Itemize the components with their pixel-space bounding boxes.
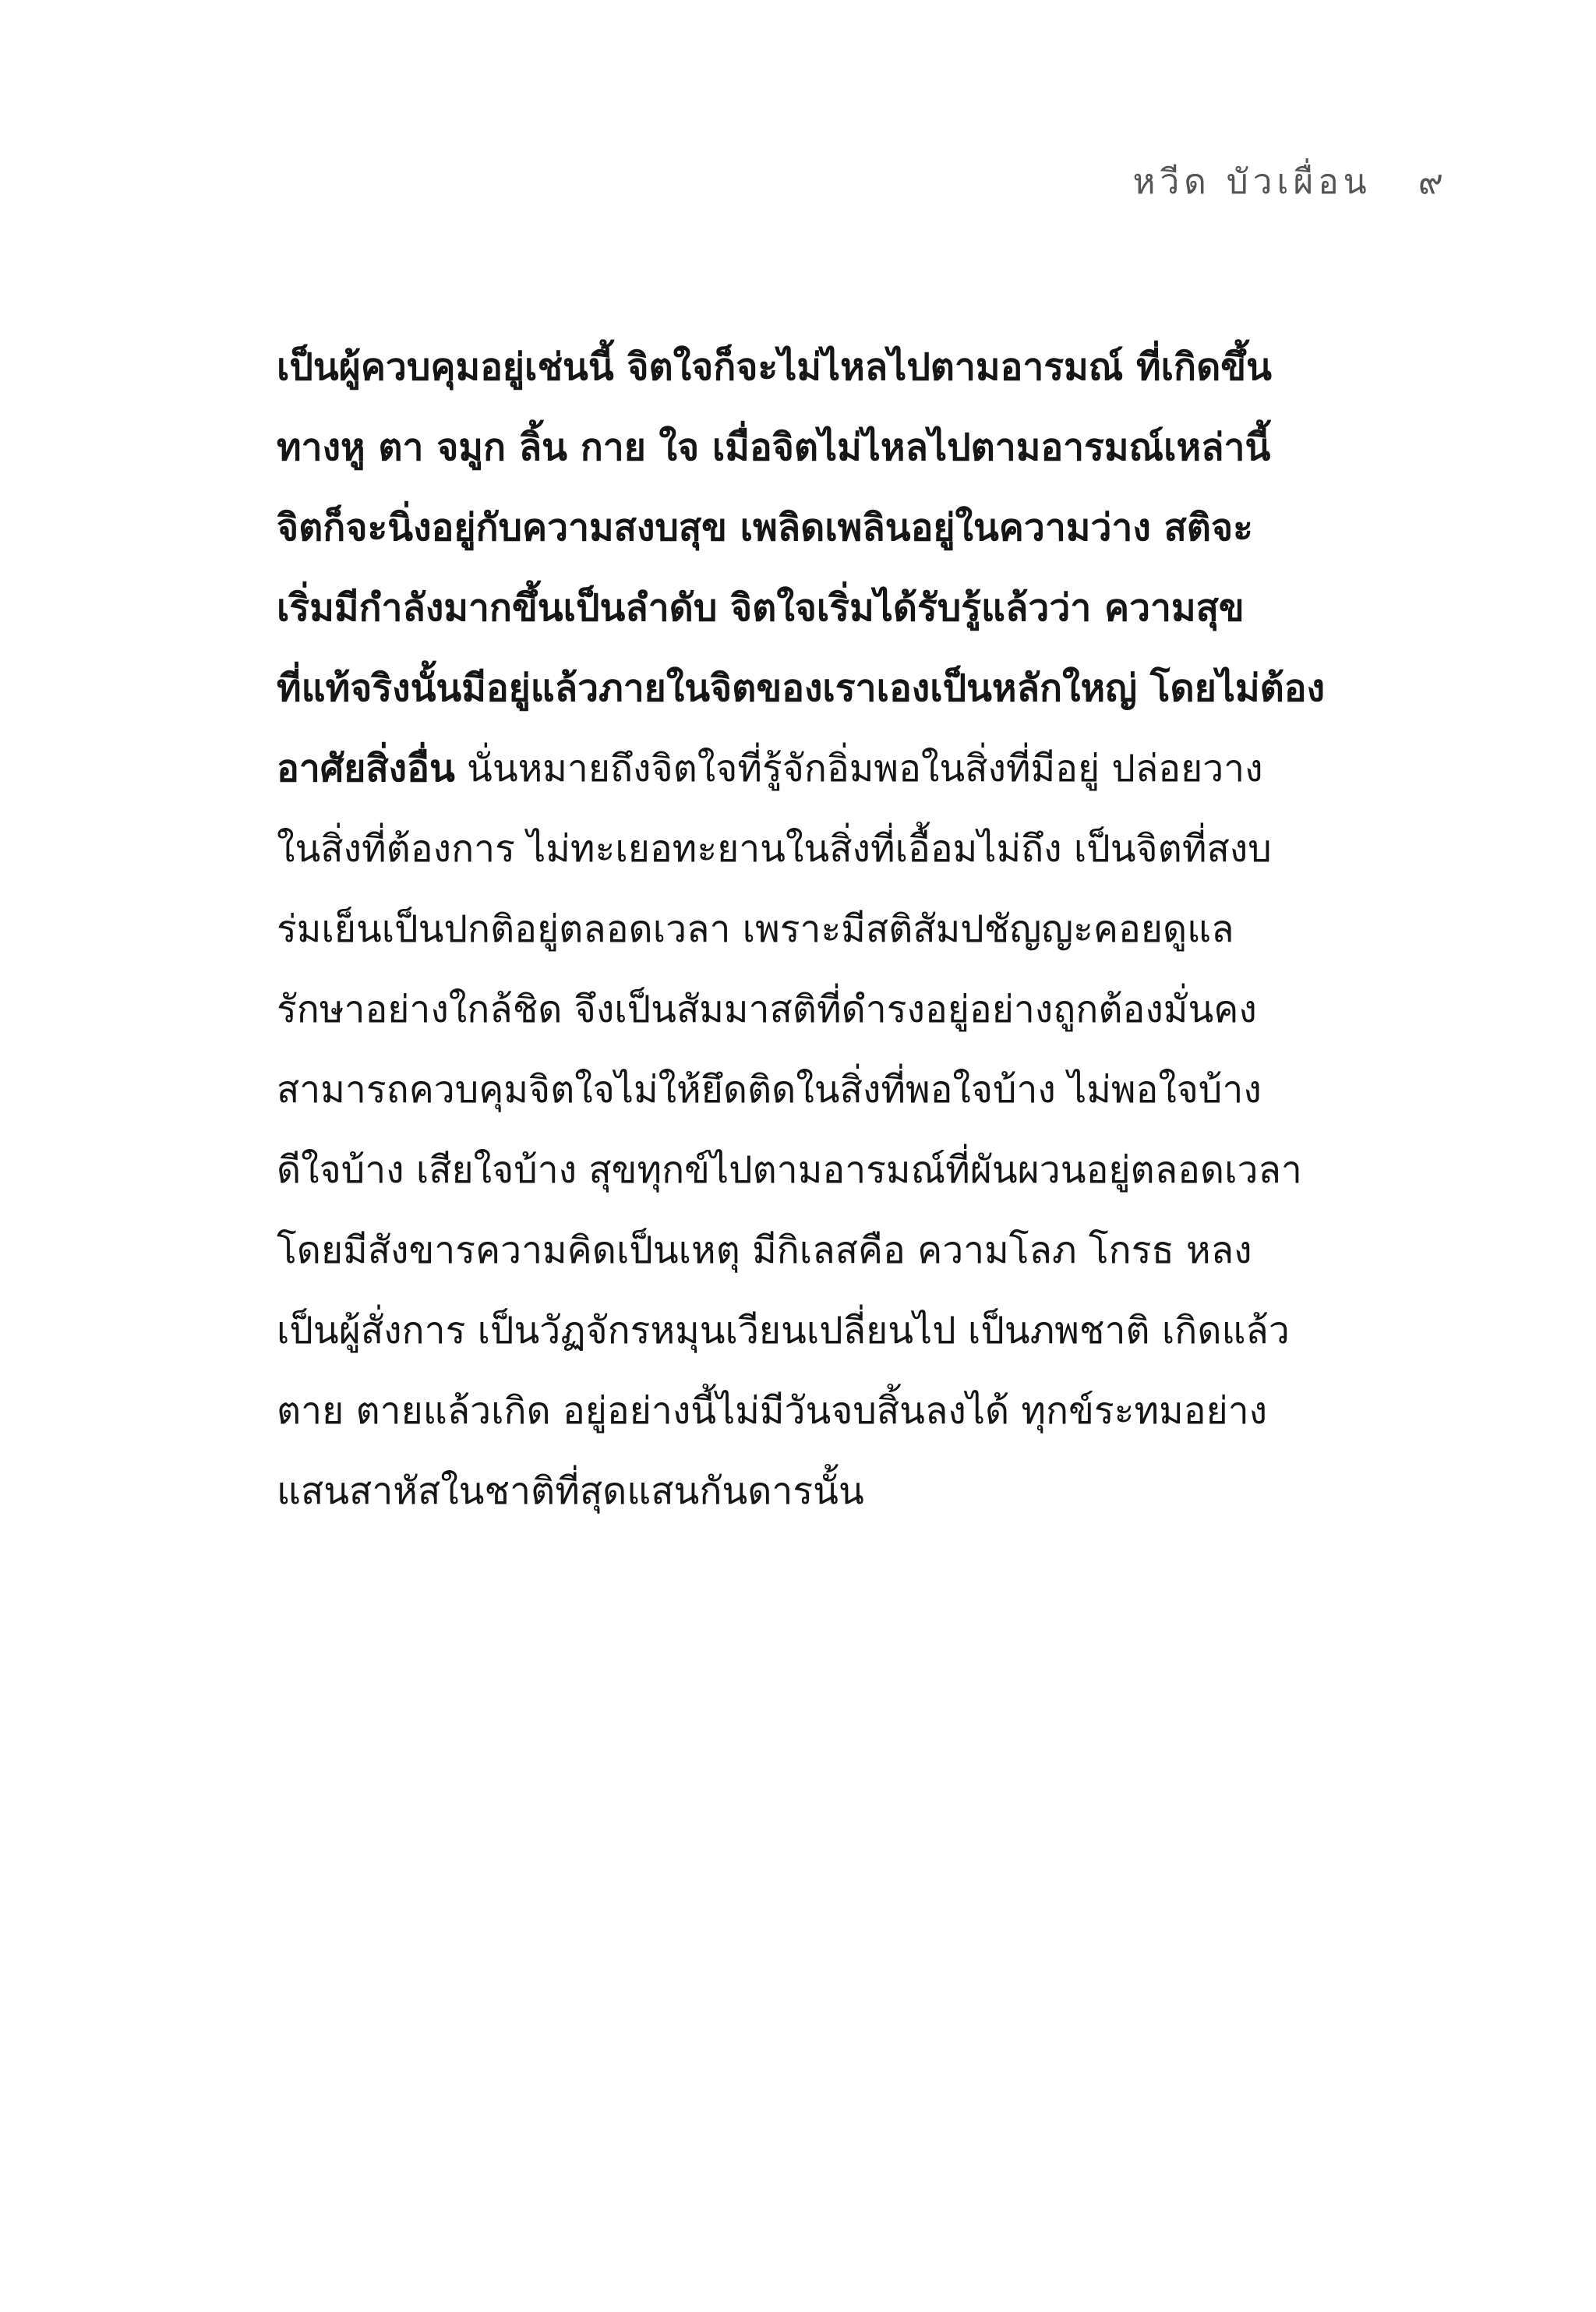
regular-text: รักษาอย่างใกล้ชิด จึงเป็นสัมมาสติที่ดำรงอยู่อย่างถูกต้องมั่นคง (277, 988, 1257, 1031)
regular-text: ตาย ตายแล้วเกิด อยู่อย่างนี้ไม่มีวันจบสิ้นลงได้ ทุกข์ระทมอย่าง (277, 1389, 1268, 1433)
text-line (277, 1371, 1383, 1451)
text-line (277, 1130, 1383, 1211)
regular-text: ร่มเย็นเป็นปกติอยู่ตลอดเวลา เพราะมีสติสัมปชัญญะคอยดูแล (277, 907, 1234, 951)
bold-text: ทางหู ตา จมูก ลิ้น กาย ใจ เมื่อจิตไม่ไหลไปตามอารมณ์เหล่านี้ (277, 426, 1271, 469)
page-number: ๙ (1418, 162, 1448, 202)
bold-text: ที่แท้จริงนั้นมีอยู่แล้วภายในจิตของเราเองเป็นหลักใหญ่ โดยไม่ต้อง (277, 666, 1326, 710)
text-line (277, 1211, 1383, 1291)
regular-text: ในสิ่งที่ต้องการ ไม่ทะเยอทะยานในสิ่งที่เอื้อมไม่ถึง เป็นจิตที่สงบ (277, 827, 1272, 871)
text-line (277, 568, 1383, 649)
text-line (277, 488, 1383, 568)
body-paragraph (277, 327, 1383, 1532)
regular-text: โดยมีสังขารความคิดเป็นเหตุ มีกิเลสคือ ความโลภ โกรธ หลง (277, 1228, 1252, 1272)
regular-text: สามารถควบคุมจิตใจไม่ให้ยึดติดในสิ่งที่พอใจบ้าง ไม่พอใจบ้าง (277, 1068, 1262, 1112)
text-line (277, 729, 1383, 809)
text-line (277, 1451, 1383, 1532)
running-header (1133, 154, 1448, 209)
regular-text: ดีใจบ้าง เสียใจบ้าง สุขทุกข์ไปตามอารมณ์ที่ผันผวนอยู่ตลอดเวลา (277, 1148, 1302, 1192)
bold-text: เป็นผู้ควบคุมอยู่เช่นนี้ จิตใจก็จะไม่ไหลไปตามอารมณ์ ที่เกิดขึ้น (277, 345, 1272, 389)
bold-text: จิตก็จะนิ่งอยู่กับความสงบสุข เพลิดเพลินอยู่ในความว่าง สติจะ (277, 506, 1253, 550)
regular-text: นั่นหมายถึงจิตใจที่รู้จักอิ่มพอในสิ่งที่มีอยู่ ปล่อยวาง (454, 747, 1263, 790)
text-line (277, 408, 1383, 488)
text-line (277, 889, 1383, 970)
bold-text: เริ่มมีกำลังมากขึ้นเป็นลำดับ จิตใจเริ่มได้รับรู้แล้วว่า ความสุข (277, 586, 1245, 630)
text-line (277, 1291, 1383, 1371)
bold-text: อาศัยสิ่งอื่น (277, 747, 455, 790)
regular-text: เป็นผู้สั่งการ เป็นวัฏจักรหมุนเวียนเปลี่ยนไป เป็นภพชาติ เกิดแล้ว (277, 1309, 1290, 1352)
regular-text: แสนสาหัสในชาติที่สุดแสนกันดารนั้น (277, 1469, 864, 1513)
text-line (277, 1050, 1383, 1130)
header-title: หวีด บัวเผื่อน (1132, 162, 1372, 202)
text-line (277, 809, 1383, 889)
text-line (277, 327, 1383, 408)
text-line (277, 970, 1383, 1050)
text-line (277, 649, 1383, 729)
